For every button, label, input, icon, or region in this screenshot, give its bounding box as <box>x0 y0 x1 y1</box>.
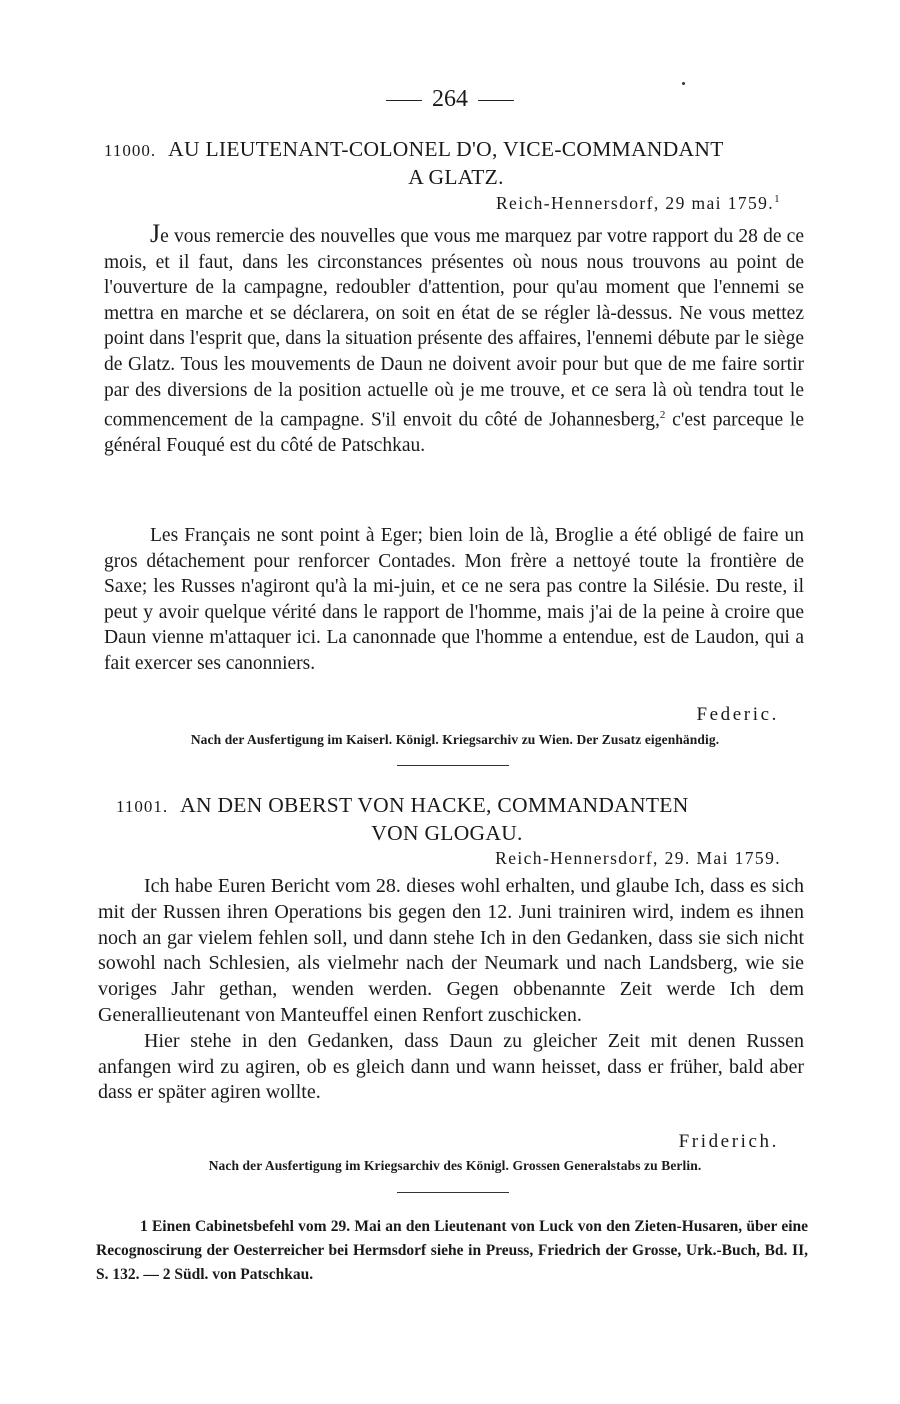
footnote-2-mark: 2 <box>162 1266 171 1283</box>
letter-2-heading-line1: AN DEN OBERST VON HACKE, COMMANDANTEN <box>180 793 689 817</box>
footnote-2-text: Südl. von Patschkau. <box>174 1266 314 1283</box>
letter-1-heading-line2: A GLATZ. <box>408 165 504 189</box>
drop-initial: J <box>150 219 161 248</box>
letter-2-heading-line2: VON GLOGAU. <box>371 821 523 845</box>
letter-2-signature: Friderich. <box>678 1131 779 1152</box>
letter-2-body <box>98 874 804 1106</box>
page-number: 264 <box>360 86 540 113</box>
footnote-separator-rule <box>397 1192 509 1193</box>
footnote-1-mark: 1 <box>140 1218 148 1235</box>
letter-1-dateline: Reich-Hennersdorf, 29 mai 1759.$^1$ <box>495 193 781 213</box>
letter-2-paragraph-2: Hier stehe in den Gedanken, dass Daun zu gleicher Zeit mit denen Russen anfangen wird zu agiren, ob es gleich dann und wann heisset, dass er früher, bald aber dass er später agiren wollte. <box>98 1029 804 1104</box>
letter-1-body <box>104 221 804 459</box>
letter-1-body-2 <box>104 523 804 677</box>
letter-1-heading <box>104 136 808 191</box>
letter-1-signature: Federic. <box>696 704 779 725</box>
footnote-ref-2: 2 <box>659 409 666 422</box>
letter-1-source-note: Nach der Ausfertigung im Kaiserl. Königl. Kriegsarchiv zu Wien. Der Zusatz eigenhändig. <box>190 732 720 747</box>
page-number-dash-right <box>478 100 514 101</box>
letter-1-paragraph-1: Je vous remercie des nouvelles que vous me marquez par votre rapport du 28 de ce mois, et il faut, dans les circonstances présentes où nous nous trouvons au point de l'ouverture de la campagne, redoubler d'attention, pour qu'au moment que l'ennemi se mettra en marche et se déclarera, on soit en état de se régler là-dessus. Ne vous mettez point dans l'esprit que, dans la situation présente des affaires, l'ennemi débute par le siège de Glatz. Tous les mouvements de Daun ne doivent avoir pour but que de me faire sortir par des diversions de la position actuelle où je me trouve, et ce sera là où tendra tout le commencement de la campagne. S'il envoit du côté de Johannesberg,$^2$ c'est parceque le général Fouqué est du côté de Patschkau. <box>104 219 804 457</box>
separator-rule <box>397 765 509 766</box>
letter-1-number: 11000. <box>104 141 157 160</box>
letter-2-dateline: Reich-Hennersdorf, 29. Mai 1759. <box>495 848 781 868</box>
letter-2-heading <box>116 792 808 847</box>
footnotes <box>96 1215 808 1287</box>
print-speck <box>682 82 685 85</box>
letter-2-number: 11001. <box>116 797 169 816</box>
letter-1-heading-line1: AU LIEUTENANT-COLONEL D'O, VICE-COMMANDANT <box>168 137 724 161</box>
letter-2-paragraph-1: Ich habe Euren Bericht vom 28. dieses wohl erhalten, und glaube Ich, dass es sich mit der Russen ihren Operations bis gegen den 12. Juni trainiren wird, indem es ihnen noch an gar vielem fehlen soll, und dann stehe Ich in den Gedanken, dass sie sich nicht sowohl nach Schlesien, als vielmehr nach der Neumark und nach Landsberg, wie sie voriges Jahr gethan, wenden werden. Gegen obbenannte Zeit werde Ich dem Generallieutenant von Manteuffel einen Renfort zuschicken. <box>98 875 804 1026</box>
footnote-1-text: Einen Cabinetsbefehl vom 29. Mai an den Lieutenant von Luck von den Zieten-Husaren, über eine Recognoscirung der Oesterreicher bei Hermsdorf siehe in Preuss, Friedrich der Grosse, Urk.-Buch, Bd. II, S. 132. — <box>96 1218 809 1283</box>
letter-1-paragraph-2: Les Français ne sont point à Eger; bien loin de là, Broglie a été obligé de faire un gros détachement pour renforcer Contades. Mon frère a nettoyé toute la frontière de Saxe; les Russes n'agiront qu'à la mi-juin, et ce ne sera pas contre la Silésie. Du reste, il peut y avoir quelque vérité dans le rapport de l'homme, mais j'ai de la peine à croire que Daun vienne m'attaquer ici. La canonnade que l'homme a entendue, est de Laudon, qui a fait exercer ses canonniers. <box>104 525 804 674</box>
letter-2-source-note: Nach der Ausfertigung im Kriegsarchiv des Königl. Grossen Generalstabs zu Berlin. <box>208 1158 702 1173</box>
page-number-dash-left <box>386 100 422 101</box>
footnote-ref-1: 1 <box>774 193 781 206</box>
